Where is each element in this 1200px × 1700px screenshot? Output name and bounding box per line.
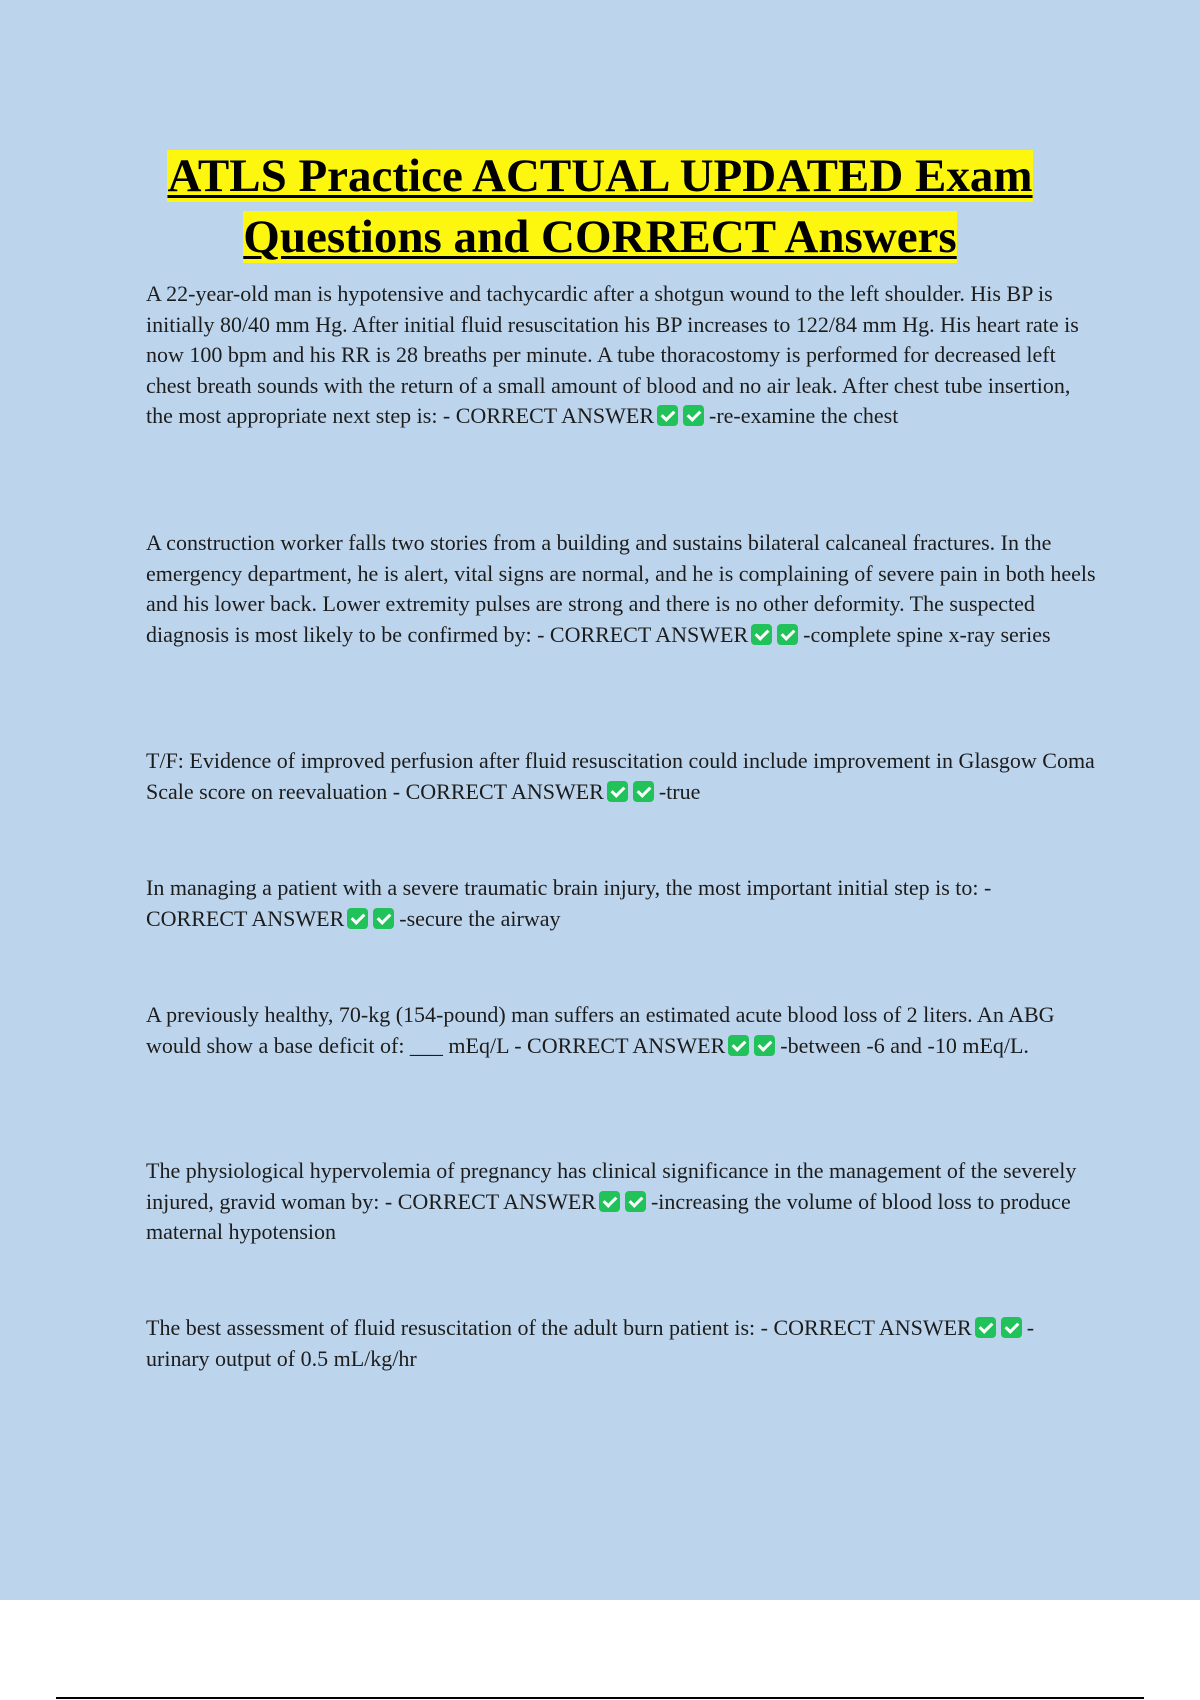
white-check-mark-button-icon <box>599 1191 620 1212</box>
qa-item-4 <box>146 873 1096 934</box>
qa-item-6 <box>146 1156 1096 1248</box>
qa-item-2 <box>146 528 1096 650</box>
answer-text: -complete spine x-ray series <box>803 621 1051 647</box>
white-check-mark-button-icon <box>754 1035 775 1056</box>
question-text: The physiological hypervolemia of pregnancy has clinical significance in the management of the severely injured, gravid woman by: - CORRECT ANSWER <box>146 1158 1077 1214</box>
white-check-mark-button-icon <box>683 405 704 426</box>
document-title <box>0 146 1200 268</box>
question-text: In managing a patient with a severe traumatic brain injury, the most important initial step is to: - CORRECT ANSWER <box>146 875 992 931</box>
white-check-mark-button-icon <box>347 908 368 929</box>
question-text: The best assessment of fluid resuscitation of the adult burn patient is: - CORRECT ANSWER <box>146 1315 972 1340</box>
qa-item-5 <box>146 1000 1096 1061</box>
white-check-mark-button-icon <box>777 624 798 645</box>
white-check-mark-button-icon <box>633 781 654 802</box>
white-check-mark-button-icon <box>751 624 772 645</box>
qa-item-3 <box>146 746 1096 807</box>
white-check-mark-button-icon <box>373 908 394 929</box>
title-line-2: Questions and CORRECT Answers <box>243 211 957 263</box>
white-check-mark-button-icon <box>1001 1317 1022 1338</box>
question-text: A construction worker falls two stories from a building and sustains bilateral calcaneal fractures. In the emergency department, he is alert, vital signs are normal, and he is complaining of severe pain in both heels and his lower back. Lower extremity pulses are strong and there is no other deformity. The suspected diagnosis is most likely to be confirmed by: - CORRECT ANSWER <box>146 530 1096 647</box>
qa-item-7 <box>146 1313 1096 1374</box>
answer-text: -urinary output of 0.5 mL/kg/hr <box>146 1315 1035 1371</box>
white-check-mark-button-icon <box>975 1317 996 1338</box>
answer-text: -true <box>658 778 701 804</box>
page-divider-line <box>56 1697 1144 1699</box>
white-check-mark-button-icon <box>657 405 678 426</box>
white-check-mark-button-icon <box>728 1035 749 1056</box>
question-text: A 22-year-old man is hypotensive and tachycardic after a shotgun wound to the left shoulder. His BP is initially 80/40 mm Hg. After initial fluid resuscitation his BP increases to 122/84 mm Hg. His heart rate is now 100 bpm and his RR is 28 breaths per minute. A tube thoracostomy is performed for decreased left chest breath sounds with the return of a small amount of blood and no air leak. After chest tube insertion, the most appropriate next step is: - CORRECT ANSWER <box>146 281 1079 428</box>
question-text: T/F: Evidence of improved perfusion after fluid resuscitation could include improvement in Glasgow Coma Scale score on reevaluation - CORRECT ANSWER <box>146 748 1095 804</box>
answer-text: -increasing the volume of blood loss to produce maternal hypotension <box>146 1188 1071 1244</box>
answer-text: -between -6 and -10 mEq/L. <box>780 1032 1029 1058</box>
answer-text: -re-examine the chest <box>709 403 899 428</box>
white-check-mark-button-icon <box>607 781 628 802</box>
qa-item-1 <box>146 279 1096 432</box>
title-line-1: ATLS Practice ACTUAL UPDATED Exam <box>167 150 1033 202</box>
answer-text: -secure the airway <box>399 905 561 931</box>
white-check-mark-button-icon <box>625 1191 646 1212</box>
question-text: A previously healthy, 70-kg (154-pound) man suffers an estimated acute blood loss of 2 liters. An ABG would show a base deficit of: ___ mEq/L - CORRECT ANSWER <box>146 1002 1055 1058</box>
